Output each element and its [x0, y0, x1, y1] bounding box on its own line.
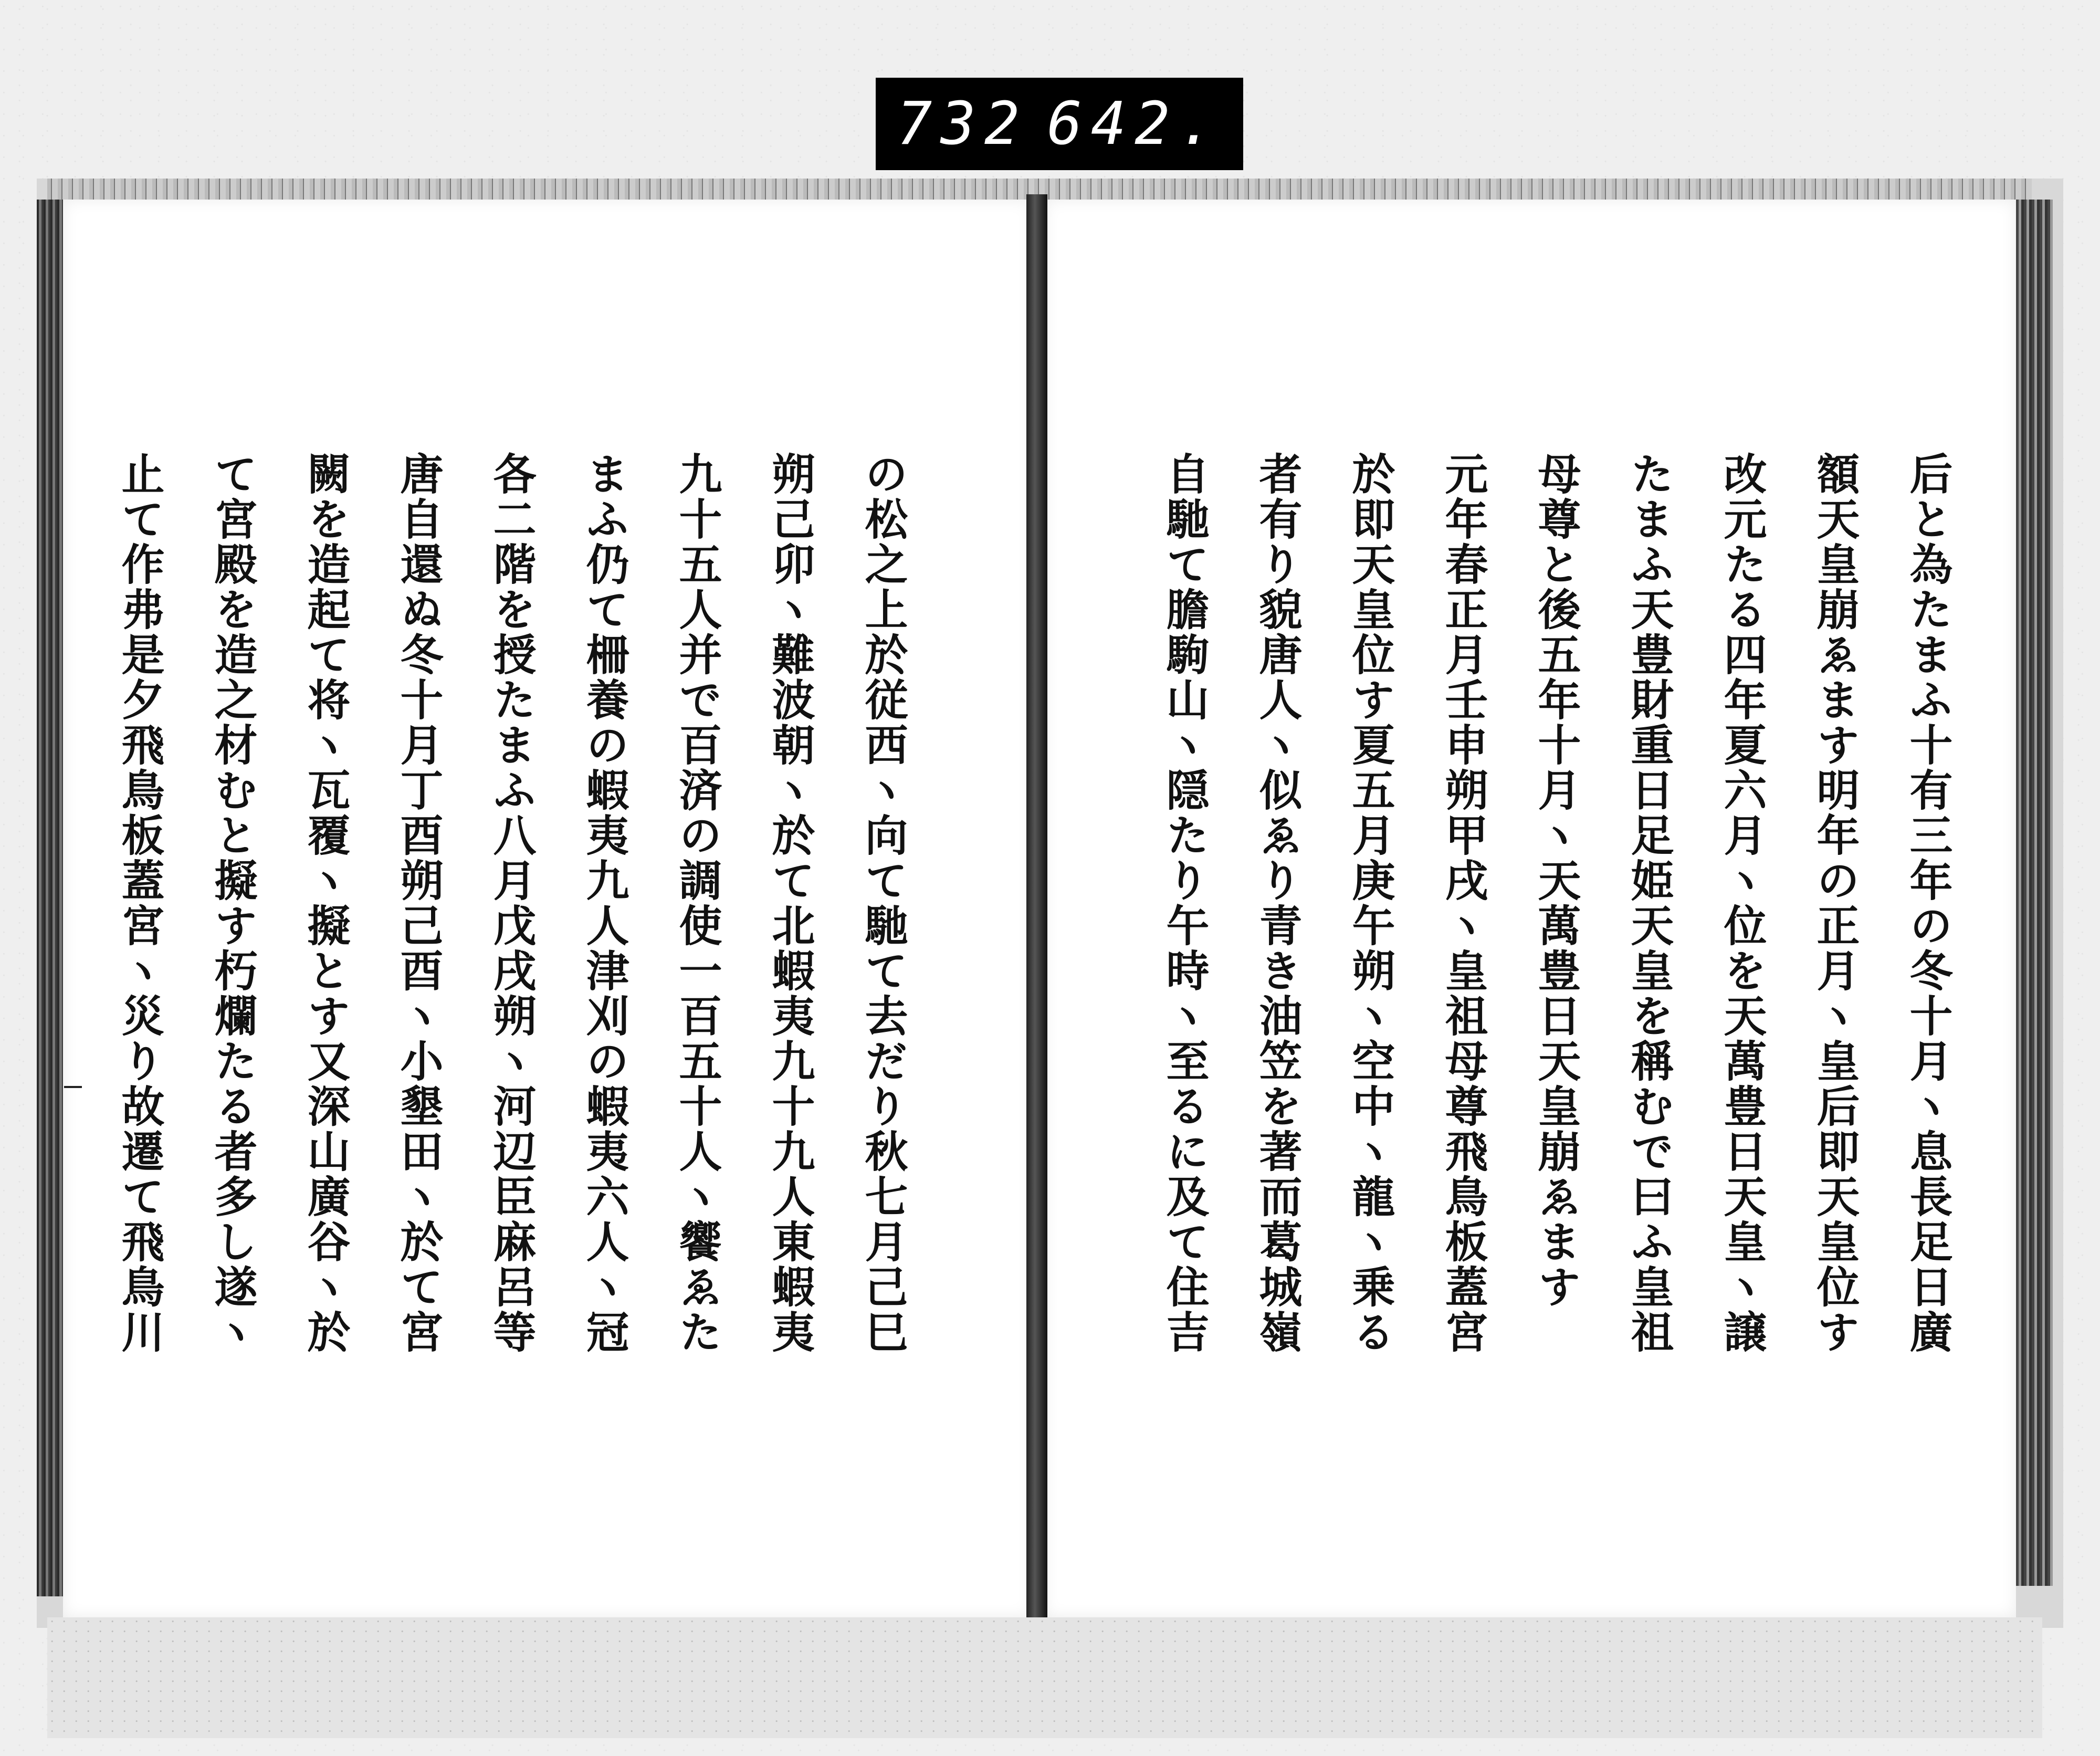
text-column: 九十五人并で百済の調使一百五十人ヽ饗ゑた: [672, 452, 722, 1355]
text-column: 自馳て膽駒山ヽ隠たり午時ヽ至るに及て住吉: [1159, 452, 1210, 1355]
text-column: 各二階を授たまふ八月戊戌朔ヽ河辺臣麻呂等: [486, 452, 537, 1355]
text-column: て宮殿を造之材むと擬す朽爛たる者多し遂ヽ: [207, 452, 258, 1355]
call-number-left: 732: [897, 90, 1028, 158]
call-number-right: 642.: [1047, 90, 1222, 158]
text-column: 闕を造起て将ヽ瓦覆ヽ擬とす又深山廣谷ヽ於: [300, 452, 351, 1355]
text-column: 母尊と後五年十月ヽ天萬豊日天皇崩ゑます: [1531, 452, 1581, 1310]
text-column: 元年春正月壬申朔甲戌ヽ皇祖母尊飛鳥板蓋宮: [1438, 452, 1488, 1355]
left-page-text: [110, 452, 929, 1533]
text-column: 改元たる四年夏六月ヽ位を天萬豊日天皇ヽ譲: [1717, 452, 1767, 1355]
text-column: 於即天皇位す夏五月庚午朔ヽ空中ヽ龍ヽ乗る: [1345, 452, 1395, 1355]
text-column: 額天皇崩ゑます明年の正月ヽ皇后即天皇位す: [1810, 452, 1860, 1355]
text-column: 止て作弗是夕飛鳥板蓋宮ヽ災り故遷て飛鳥川: [114, 452, 165, 1355]
book-gutter: [1026, 194, 1047, 1717]
text-column: たまふ天豊財重日足姫天皇を稱むで曰ふ皇祖: [1624, 452, 1674, 1355]
text-column: の松之上於従西ヽ向て馳て去だり秋七月己巳: [858, 452, 908, 1355]
text-column: まふ仍て柵養の蝦夷九人津刈の蝦夷六人ヽ冠: [579, 452, 629, 1355]
text-column: 朔己卯ヽ難波朝ヽ於て北蝦夷九十九人東蝦夷: [765, 452, 815, 1355]
text-column: 者有り貌唐人ヽ似ゑり青き油笠を著而葛城嶺: [1252, 452, 1303, 1355]
text-column: 后と為たまふ十有三年の冬十月ヽ息長足日廣: [1903, 452, 1953, 1355]
margin-mark: [64, 1086, 82, 1088]
book-right-edge: [2016, 200, 2053, 1586]
text-column: 唐自還ぬ冬十月丁酉朔己酉ヽ小墾田ヽ於て宮: [393, 452, 444, 1355]
right-page-text: [1159, 452, 1974, 1533]
scan-bottom-margin: [47, 1617, 2042, 1738]
call-number-plate: [876, 78, 1243, 170]
